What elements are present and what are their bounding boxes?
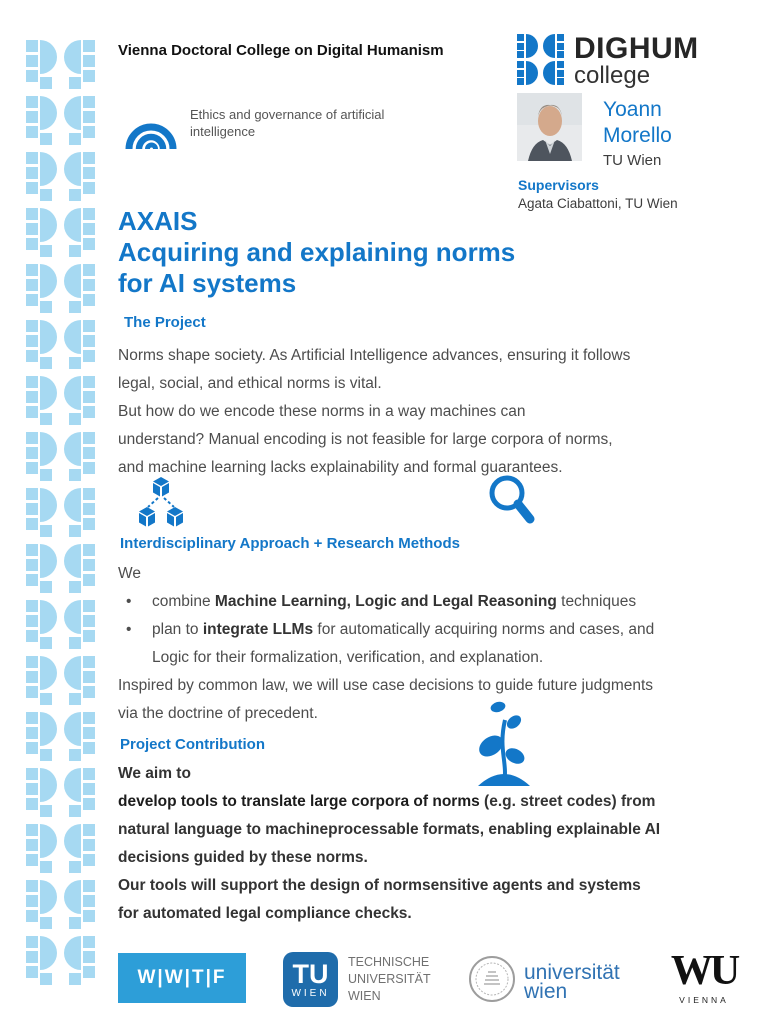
tu-line1: TECHNISCHE xyxy=(348,955,430,969)
dc-mark xyxy=(26,880,95,929)
project-p2-l3: and machine learning lacks explainability and formal guarantees. xyxy=(118,459,563,476)
bullet-marker: • xyxy=(126,621,132,638)
project-p2-l1: But how do we encode these norms in a way machines can xyxy=(118,403,526,420)
aim-intro: We aim to xyxy=(118,765,191,782)
person-photo xyxy=(517,93,582,161)
dc-mark xyxy=(26,936,95,985)
college-title: Vienna Doctoral College on Digital Humanism xyxy=(118,42,444,59)
supervisors-label: Supervisors xyxy=(518,177,599,193)
univie-line2: wien xyxy=(524,979,568,1003)
dc-mark xyxy=(26,264,95,313)
dc-mark xyxy=(26,432,95,481)
dc-mark xyxy=(26,600,95,649)
dc-mark xyxy=(26,488,95,537)
project-title xyxy=(118,206,515,299)
dc-mark xyxy=(26,712,95,761)
inspired-l1: Inspired by common law, we will use case decisions to guide future judgments xyxy=(118,677,654,694)
tu-wien-wordmark xyxy=(348,954,431,1005)
wwtf-logo: W|W|T|F xyxy=(118,953,246,1003)
tools-l1: Our tools will support the design of normsensitive agents and systems xyxy=(118,877,641,894)
network-cubes-icon xyxy=(136,474,186,535)
inspired-paragraph xyxy=(118,672,702,728)
bullet-item-2 xyxy=(118,616,702,644)
dc-mark xyxy=(26,320,95,369)
dc-mark xyxy=(26,40,95,89)
aim-line1: develop tools to translate large corpora of norms (e.g. street codes) from xyxy=(118,793,656,810)
dighum-logo xyxy=(517,34,699,89)
person-affiliation: TU Wien xyxy=(603,152,662,169)
wu-vienna-label: VIENNA xyxy=(679,995,729,1005)
tu-badge-sub: WIEN xyxy=(291,987,330,999)
sidebar-dc-pattern xyxy=(26,40,95,985)
bullet-2-text: plan to integrate LLMs for automatically acquiring norms and cases, and xyxy=(152,621,655,638)
section-heading-project: The Project xyxy=(124,314,206,331)
tu-wien-logo xyxy=(283,952,431,1007)
univie-line1: universität xyxy=(524,960,620,984)
title-line3: for AI systems xyxy=(118,268,297,298)
dc-mark xyxy=(26,824,95,873)
universitaet-wien-logo xyxy=(468,955,620,1008)
tu-wien-badge xyxy=(283,952,338,1007)
program-label-line2: intelligence xyxy=(190,124,256,139)
program-label xyxy=(190,106,384,140)
person-last-name: Morello xyxy=(603,124,672,147)
dc-mark xyxy=(26,96,95,145)
person-first-name: Yoann xyxy=(603,98,662,121)
dighum-dc-mark xyxy=(517,34,564,85)
dighum-wordmark xyxy=(574,34,699,89)
project-paragraphs xyxy=(118,342,702,482)
dc-mark xyxy=(26,656,95,705)
tu-line2: UNIVERSITÄT xyxy=(348,972,431,986)
approach-intro: We xyxy=(118,565,141,582)
univie-seal-icon xyxy=(468,955,516,1008)
dighum-college: college xyxy=(574,62,651,89)
tools-paragraph xyxy=(118,872,702,928)
wu-vienna-logo xyxy=(648,948,760,1005)
dc-mark xyxy=(26,152,95,201)
wu-wordmark: WU xyxy=(670,948,738,994)
inspired-l2: via the doctrine of precedent. xyxy=(118,705,318,722)
title-line1: AXAIS xyxy=(118,206,198,236)
magnifier-icon xyxy=(486,472,538,533)
title-line2: Acquiring and explaining norms xyxy=(118,237,516,267)
aim-line2: natural language to machineprocessable formats, enabling explainable AI xyxy=(118,821,661,838)
dc-mark xyxy=(26,544,95,593)
dc-mark xyxy=(26,208,95,257)
dighum-name: DIGHUM xyxy=(574,32,699,65)
tu-badge-main: TU xyxy=(292,958,329,989)
dc-mark xyxy=(26,376,95,425)
tu-line3: WIEN xyxy=(348,989,381,1003)
bullet-item-1 xyxy=(118,588,702,616)
tools-l2: for automated legal compliance checks. xyxy=(118,905,412,922)
project-p1-l2: legal, social, and ethical norms is vital. xyxy=(118,375,382,392)
project-p2-l2: understand? Manual encoding is not feasible for large corpora of norms, xyxy=(118,431,613,448)
dc-mark xyxy=(26,768,95,817)
univie-wordmark xyxy=(524,960,620,1003)
approach-body xyxy=(118,560,702,672)
contribution-aim xyxy=(118,760,702,872)
section-heading-contribution: Project Contribution xyxy=(120,736,265,753)
section-heading-approach: Interdisciplinary Approach + Research Methods xyxy=(120,535,460,552)
bullet-2-continuation: Logic for their formalization, verification, and explanation. xyxy=(152,649,544,666)
arches-program-icon xyxy=(124,100,178,157)
bullet-marker: • xyxy=(126,593,132,610)
project-p1-l1: Norms shape society. As Artificial Intelligence advances, ensuring it follows xyxy=(118,347,631,364)
person-name-block xyxy=(603,97,672,169)
supervisors-block xyxy=(518,177,678,211)
aim-line3: decisions guided by these norms. xyxy=(118,849,368,866)
bullet-1-text: combine Machine Learning, Logic and Legal Reasoning techniques xyxy=(152,593,637,610)
supervisors-names: Agata Ciabattoni, TU Wien xyxy=(518,196,678,211)
program-label-line1: Ethics and governance of artificial xyxy=(190,107,385,122)
